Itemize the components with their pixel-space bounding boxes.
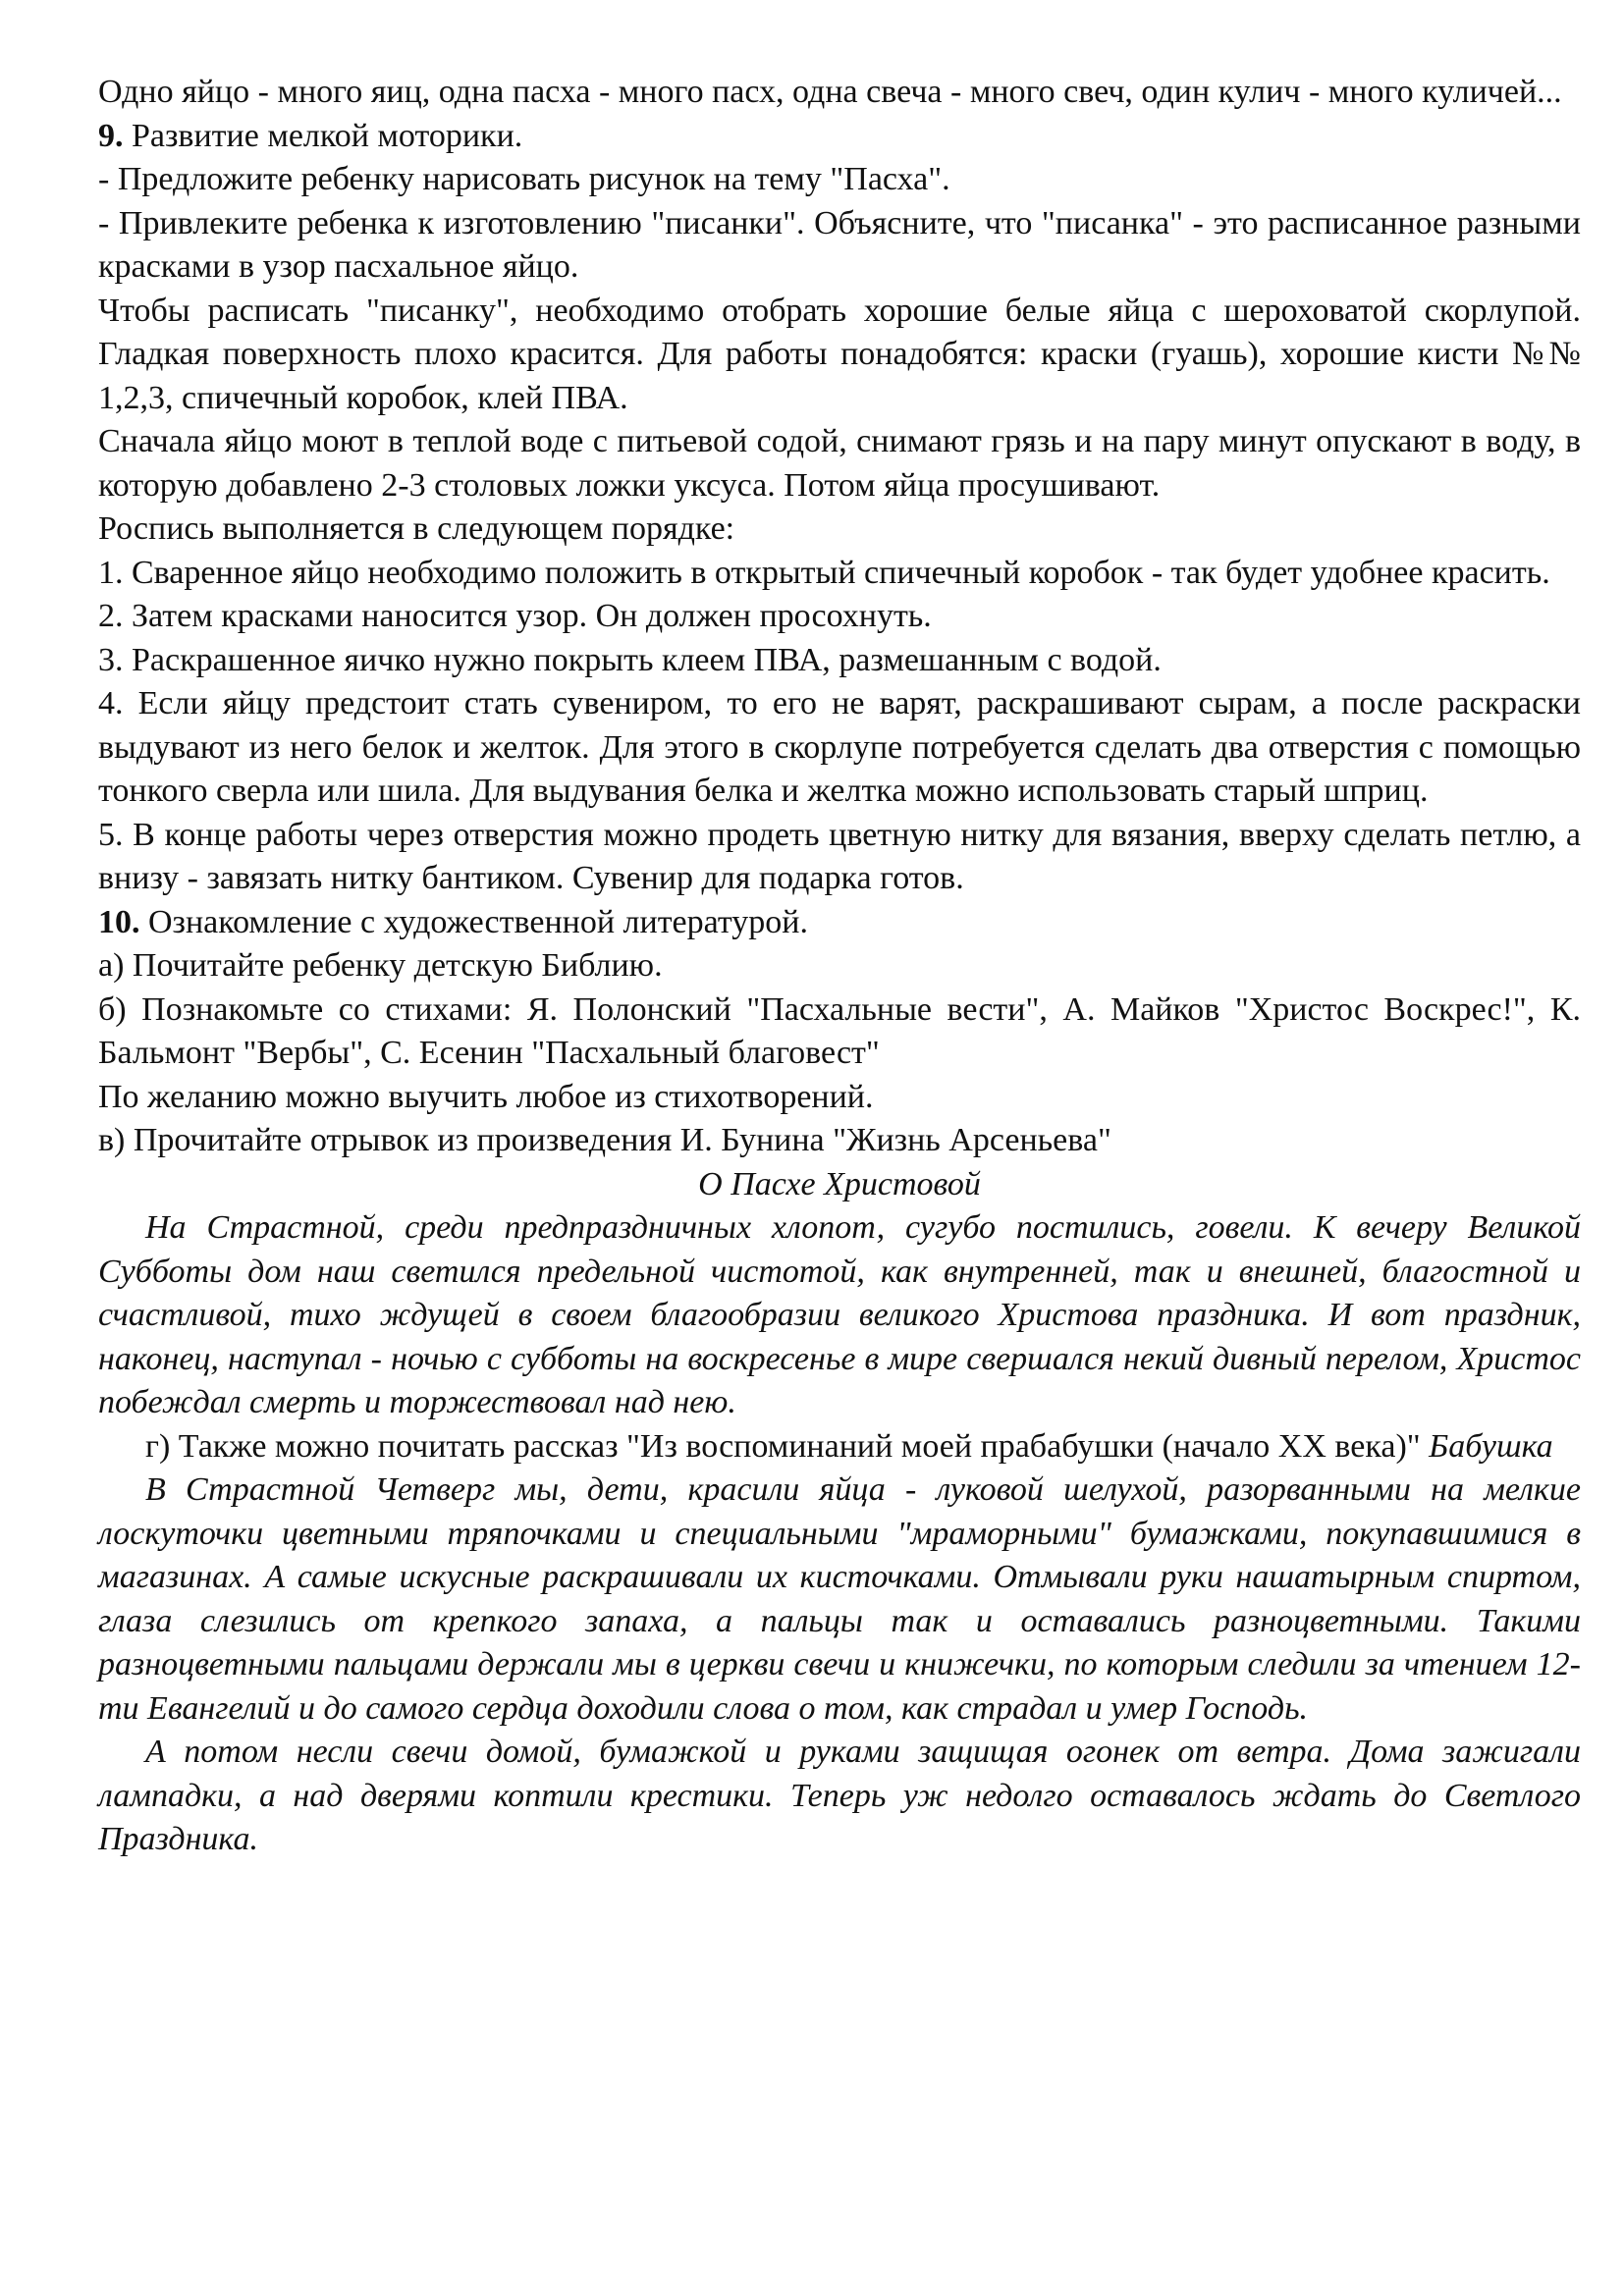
item-g-text: г) Также можно почитать рассказ "Из воспоминаний моей прабабушки (начало ХХ века)" bbox=[145, 1427, 1430, 1465]
step-2: 2. Затем красками наносится узор. Он должен просохнуть. bbox=[98, 598, 932, 634]
paragraph-plurals: Одно яйцо - много яиц, одна пасха - много пасх, одна свеча - много свеч, один кулич - много куличей... bbox=[98, 74, 1562, 110]
step-5: 5. В конце работы через отверстия можно продеть цветную нитку для вязания, вверху сделать петлю, а внизу - завязать нитку бантиком. Сувенир для подарка готов. bbox=[98, 816, 1581, 896]
excerpt-grandmother-2: А потом несли свечи домой, бумажкой и руками защищая огонек от ветра. Дома зажигали лампадки, а над дверями коптили крестики. Теперь уж недолго оставалось ждать до Светлого Праздника. bbox=[98, 1734, 1581, 1857]
paragraph-egg-preparation: Сначала яйцо моют в теплой воде с питьевой содой, снимают грязь и на пару минут опускают в воду, в которую добавлено 2-3 столовых ложки уксуса. Потом яйца просушивают. bbox=[98, 423, 1581, 504]
paragraph-learn-poem: По желанию можно выучить любое из стихотворений. bbox=[98, 1078, 874, 1115]
item-v: в) Прочитайте отрывок из произведения И. Бунина "Жизнь Арсеньева" bbox=[98, 1122, 1111, 1158]
item-b: б) Познакомьте со стихами: Я. Полонский "Пасхальные вести", А. Майков "Христос Воскрес!", К. Бальмонт "Вербы", С. Есенин "Пасхальный благовест" bbox=[98, 990, 1581, 1071]
step-3: 3. Раскрашенное яичко нужно покрыть клеем ПВА, размешанным с водой. bbox=[98, 641, 1162, 678]
document-page bbox=[98, 71, 1581, 1862]
paragraph-pysanka-intro: - Привлеките ребенка к изготовлению "писанки". Объясните, что "писанка" - это расписанное разными красками в узор пасхальное яйцо. bbox=[98, 204, 1581, 285]
paragraph-painting-order: Роспись выполняется в следующем порядке: bbox=[98, 510, 735, 547]
paragraph-pysanka-materials: Чтобы расписать "писанку", необходимо отобрать хорошие белые яйца с шероховатой скорлупой. Гладкая поверхность плохо красится. Для работы понадобятся: краски (гуашь), хорошие кисти №№ 1,2,3, спичечный коробок, клей ПВА. bbox=[98, 292, 1581, 416]
section-9-heading bbox=[98, 115, 1581, 159]
section-10-number: 10. bbox=[98, 903, 140, 940]
item-g bbox=[98, 1425, 1581, 1469]
item-g-author: Бабушка bbox=[1429, 1427, 1553, 1465]
section-10-heading bbox=[98, 901, 1581, 945]
section-9-number: 9. bbox=[98, 117, 124, 154]
excerpt-title: О Пасхе Христовой bbox=[698, 1165, 981, 1202]
step-1: 1. Сваренное яйцо необходимо положить в открытый спичечный коробок - так будет удобнее красить. bbox=[98, 554, 1550, 591]
excerpt-bunin: На Страстной, среди предпраздничных хлопот, сугубо постились, говели. К вечеру Великой Субботы дом наш светился предельной чистотой, как внутренней, так и внешней, благостной и счастливой, тихо ждущей в своем благообразии великого Христова праздника. И вот праздник, наконец, наступал - ночью с субботы на воскресенье в мире свершался некий дивный перелом, Христос побеждал смерть и торжествовал над нею. bbox=[98, 1209, 1581, 1420]
section-9-title: Развитие мелкой моторики. bbox=[123, 117, 523, 154]
excerpt-grandmother-1: В Страстной Четверг мы, дети, красили яйца - луковой шелухой, разорванными на мелкие лоскуточки цветными тряпочками и специальными "мраморными" бумажками, покупавшимися в магазинах. А самые искусные раскрашивали их кисточками. Отмывали руки нашатырным спиртом, глаза слезились от крепкого запаха, а пальцы так и оставались разноцветными. Такими разноцветными пальцами держали мы в церкви свечи и книжечки, по которым следили за чтением 12-ти Евангелий и до самого сердца доходили слова о том, как страдал и умер Господь. bbox=[98, 1471, 1581, 1727]
section-10-title: Ознакомление с художественной литературой. bbox=[139, 903, 808, 940]
item-a: а) Почитайте ребенку детскую Библию. bbox=[98, 947, 663, 984]
paragraph-draw-picture: - Предложите ребенку нарисовать рисунок на тему "Пасха". bbox=[98, 161, 950, 197]
step-4: 4. Если яйцу предстоит стать сувениром, то его не варят, раскрашивают сырам, а после раскраски выдувают из него белок и желток. Для этого в скорлупе потребуется сделать два отверстия с помощью тонкого сверла или шила. Для выдувания белка и желтка можно использовать старый шприц. bbox=[98, 685, 1581, 809]
